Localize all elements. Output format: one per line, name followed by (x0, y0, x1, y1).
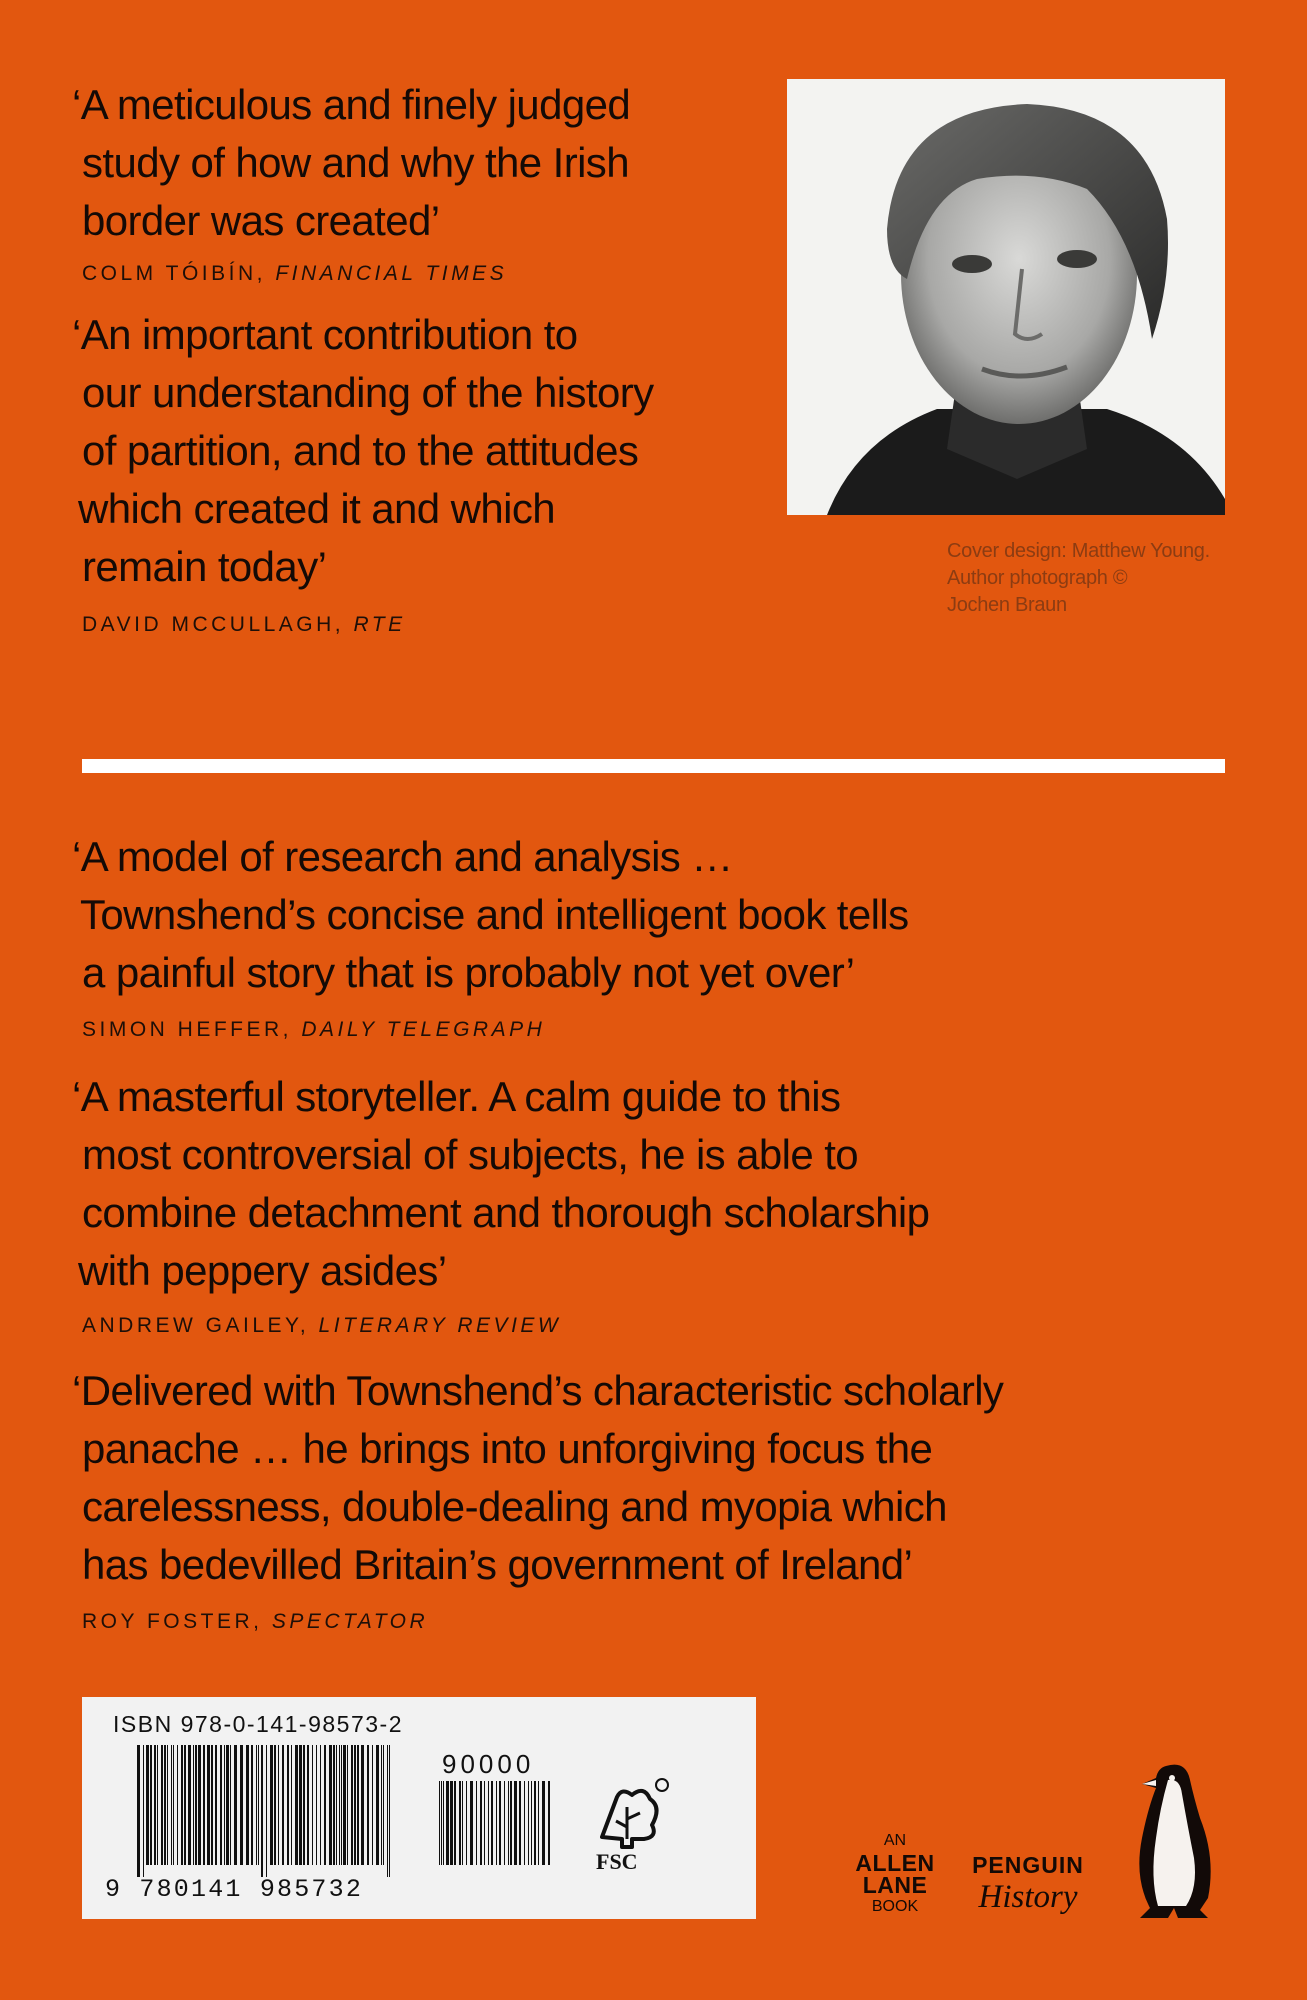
barcode-bar (181, 1745, 183, 1865)
quote-line: which created it and which (78, 485, 555, 532)
cover-credits (947, 538, 1247, 619)
section-divider (82, 759, 1225, 773)
barcode-bar (443, 1781, 444, 1865)
barcode-bar (519, 1781, 521, 1865)
attribution-source: RTE (353, 613, 406, 636)
credit-photo: Author photograph © (947, 567, 1128, 589)
barcode-bar (211, 1745, 213, 1865)
barcode-bar (351, 1745, 353, 1865)
barcode-bar (215, 1745, 217, 1865)
attribution-author: SIMON HEFFER, (82, 1018, 293, 1041)
barcode-bar (439, 1781, 440, 1865)
barcode-bar (203, 1745, 205, 1865)
barcode-bar (137, 1745, 140, 1877)
penguin-bird-icon (1128, 1758, 1218, 1923)
barcode-bar (256, 1745, 257, 1865)
quote-line: ‘A meticulous and finely judged (72, 81, 631, 128)
barcode-bar (246, 1745, 249, 1865)
quote-line: has bedevilled Britain’s government of Ireland’ (82, 1541, 913, 1588)
barcode-bar (499, 1781, 501, 1865)
barcode-bar (548, 1781, 550, 1865)
barcode-bar (333, 1745, 335, 1865)
barcode-bar (367, 1745, 369, 1865)
quote-line: ‘A model of research and analysis … (72, 833, 733, 880)
attribution-source: FINANCIAL TIMES (275, 262, 508, 285)
quote-line: most controversial of subjects, he is able to (82, 1131, 859, 1178)
allen-lane-an: AN (883, 1832, 907, 1849)
barcode-bar (287, 1745, 289, 1865)
barcode-bar (184, 1745, 186, 1865)
barcode-bar (488, 1781, 489, 1865)
barcode-bar (454, 1781, 456, 1865)
barcode-bar (157, 1745, 158, 1865)
quote-line: with peppery asides’ (78, 1247, 447, 1294)
quote-1 (72, 76, 630, 250)
quote-2 (72, 306, 654, 596)
attribution-author: ROY FOSTER, (82, 1610, 263, 1633)
allen-lane-book: BOOK (871, 1898, 919, 1915)
barcode-bar (446, 1781, 449, 1865)
barcode-bar (381, 1745, 382, 1865)
barcode-bar (383, 1745, 384, 1865)
barcode-bar (173, 1745, 174, 1865)
barcode-bar (316, 1745, 317, 1865)
quote-line: study of how and why the Irish (82, 139, 629, 186)
barcode-bar (542, 1781, 545, 1865)
quote-3-attribution (82, 1018, 545, 1042)
author-photo (787, 79, 1225, 515)
barcode-bar (387, 1745, 388, 1877)
fsc-logo (592, 1777, 672, 1877)
attribution-author: DAVID MCCULLAGH, (82, 613, 345, 636)
quote-line: ‘An important contribution to (72, 311, 578, 358)
barcode-bar (531, 1781, 532, 1865)
barcode-bar (150, 1745, 152, 1865)
penguin-history-logo (962, 1852, 1094, 1915)
quote-line: ‘Delivered with Townshend’s characteristic scholarly (72, 1367, 1004, 1414)
barcode-bar (376, 1745, 379, 1865)
quote-line: Townshend’s concise and intelligent book tells (80, 891, 909, 938)
barcode-bar (240, 1745, 243, 1865)
quote-5 (72, 1362, 1003, 1594)
quote-1-attribution (82, 262, 507, 286)
barcode-bar (534, 1781, 536, 1865)
barcode-bar (307, 1745, 309, 1865)
author-portrait-image (787, 79, 1225, 515)
barcode-bar (230, 1745, 231, 1865)
barcode-bar (303, 1745, 305, 1865)
barcode-bar (462, 1781, 463, 1865)
barcode-bar (266, 1745, 267, 1877)
barcode-bar (234, 1745, 237, 1865)
quote-line: a painful story that is probably not yet over’ (82, 949, 855, 996)
barcode-bar (496, 1781, 497, 1865)
barcode-bar (441, 1781, 442, 1865)
price-barcode (439, 1781, 554, 1877)
barcode-bar (538, 1781, 539, 1865)
barcode-bar (261, 1745, 263, 1877)
quote-line: panache … he brings into unforgiving focus the (82, 1425, 933, 1472)
barcode-bar (299, 1745, 302, 1865)
penguin-icon (1128, 1758, 1218, 1923)
quote-5-attribution (82, 1610, 428, 1634)
barcode-bar (466, 1781, 467, 1865)
barcode-bar (336, 1745, 337, 1865)
quote-3 (72, 828, 909, 1002)
barcode-digits: 9 780141 985732 (105, 1875, 364, 1904)
barcode-bar (528, 1781, 529, 1865)
quote-line: border was created’ (82, 197, 440, 244)
barcode-bar (195, 1745, 197, 1865)
barcode-bar (251, 1745, 253, 1865)
attribution-source: SPECTATOR (271, 1610, 429, 1633)
barcode-bar (484, 1781, 485, 1865)
barcode-bar (470, 1781, 473, 1865)
price-code: 90000 (442, 1749, 535, 1779)
attribution-source: DAILY TELEGRAPH (301, 1018, 546, 1041)
attribution-author: ANDREW GAILEY, (82, 1314, 310, 1337)
barcode-bar (476, 1781, 477, 1865)
quote-line: remain today’ (82, 543, 327, 590)
credit-photographer: Jochen Braun (947, 594, 1067, 616)
barcode-bar (339, 1745, 340, 1865)
quote-line: combine detachment and thorough scholarship (82, 1189, 930, 1236)
barcode-bar (514, 1781, 517, 1865)
isbn-barcode (137, 1745, 392, 1877)
barcode-bar (193, 1745, 194, 1865)
allen-lane-lane: LANE (862, 1872, 928, 1898)
barcode-bar (320, 1745, 321, 1865)
barcode-bar (347, 1745, 348, 1865)
barcode-bar (524, 1781, 525, 1865)
quote-line: ‘A masterful storyteller. A calm guide to this (72, 1073, 841, 1120)
barcode-bar (343, 1745, 346, 1865)
barcode-bar (480, 1781, 482, 1865)
barcode-bar (341, 1745, 342, 1865)
quote-line: our understanding of the history (82, 369, 654, 416)
barcode-bar (188, 1745, 191, 1865)
barcode-bar (459, 1781, 461, 1865)
barcode-bar (291, 1745, 292, 1865)
barcode-bar (143, 1745, 144, 1877)
barcode-bar (224, 1745, 225, 1865)
barcode-bar (161, 1745, 163, 1865)
penguin-brand: PENGUIN (972, 1852, 1084, 1878)
history-imprint: History (978, 1879, 1078, 1915)
barcode-bar (171, 1745, 172, 1865)
barcode-bar (491, 1781, 493, 1865)
barcode-bar (154, 1745, 156, 1865)
barcode-bar (504, 1781, 505, 1865)
barcode-bar (177, 1745, 178, 1865)
barcode-bar (389, 1745, 390, 1877)
barcode-bar (270, 1745, 273, 1865)
barcode-bar (198, 1745, 201, 1865)
barcode-bar (146, 1745, 149, 1865)
allen-lane-allen: ALLEN (855, 1850, 935, 1876)
barcode-bar (372, 1745, 373, 1865)
barcode-panel (82, 1697, 756, 1919)
barcode-bar (226, 1745, 229, 1865)
quote-4-attribution (82, 1314, 561, 1338)
quote-line: of partition, and to the attitudes (82, 427, 639, 474)
barcode-bar (324, 1745, 326, 1865)
attribution-author: COLM TÓIBÍN, (82, 262, 266, 285)
quote-4 (72, 1068, 929, 1300)
attribution-source: LITERARY REVIEW (318, 1314, 562, 1337)
allen-lane-logo (850, 1830, 940, 1918)
barcode-bar (354, 1745, 356, 1865)
barcode-bar (329, 1745, 332, 1865)
barcode-bar (167, 1745, 168, 1865)
barcode-bar (207, 1745, 210, 1865)
barcode-bar (278, 1745, 279, 1865)
fsc-label: FSC (596, 1849, 638, 1874)
barcode-bar (282, 1745, 284, 1865)
quote-2-attribution (82, 613, 406, 637)
credit-design: Cover design: Matthew Young. (947, 540, 1210, 562)
barcode-bar (164, 1745, 166, 1865)
barcode-bar (450, 1781, 453, 1865)
barcode-bar (295, 1745, 298, 1865)
isbn-text: ISBN 978-0-141-98573-2 (113, 1711, 403, 1737)
barcode-bar (258, 1745, 259, 1865)
quote-line: carelessness, double-dealing and myopia which (82, 1483, 947, 1530)
barcode-bar (510, 1781, 512, 1865)
barcode-bar (274, 1745, 276, 1865)
barcode-bar (357, 1745, 359, 1865)
barcode-bar (508, 1781, 509, 1865)
barcode-bar (361, 1745, 364, 1865)
barcode-bar (220, 1745, 222, 1865)
barcode-bar (312, 1745, 313, 1865)
